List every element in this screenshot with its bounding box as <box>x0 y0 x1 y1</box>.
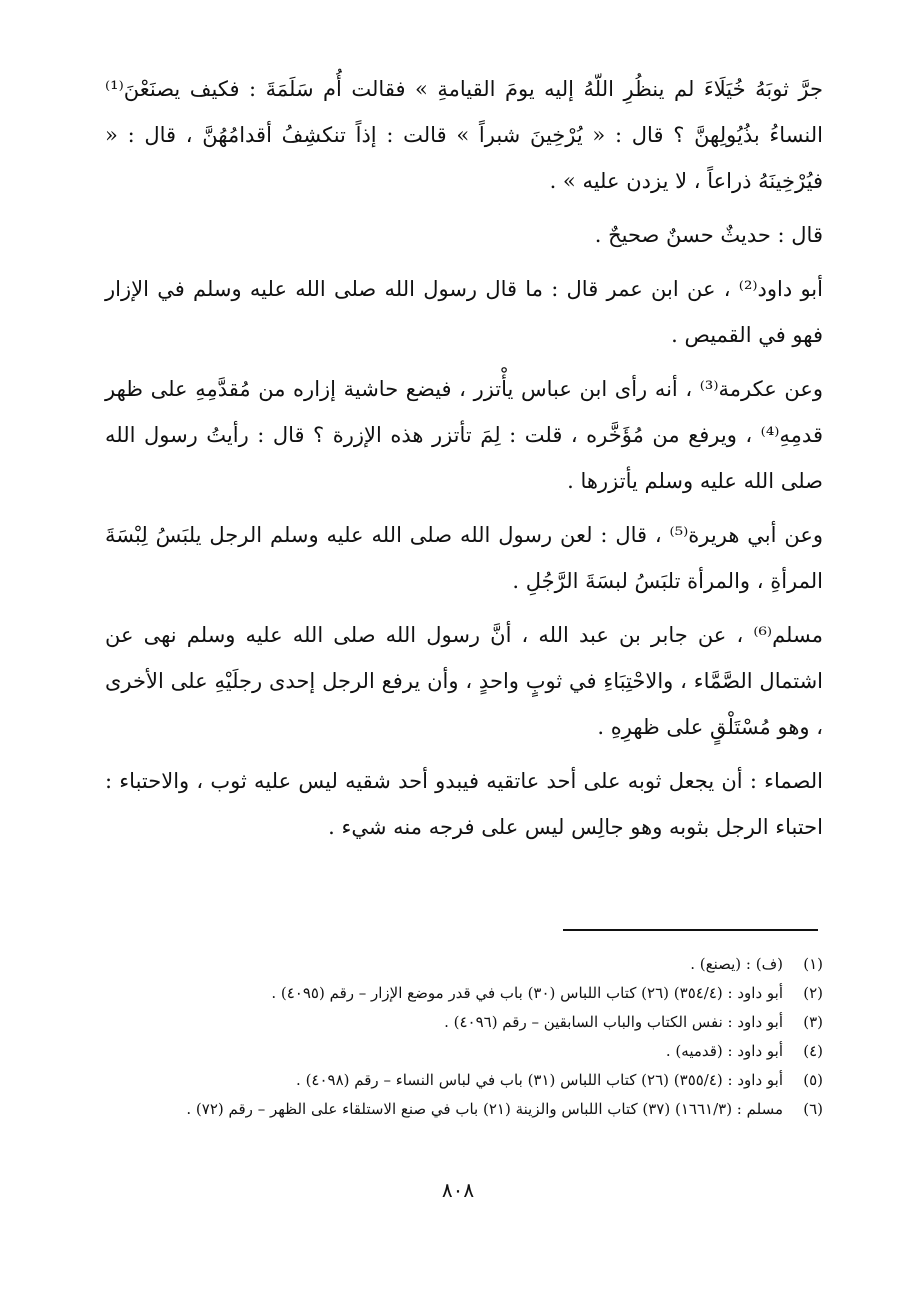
footnote-text: أبو داود : (قدميه) . <box>665 1042 783 1060</box>
paragraph-1: جرَّ ثوبَهُ خُيَلَاءَ لم ينظُرِ اللّهُ إليه يومَ القيامةِ » فقالت أُم سَلَمَةَ : فكيف يصنَعْنَ⁽¹⁾ النساءُ بذُيُولِهنَّ ؟ قال : « يُرْخِينَ شبراً » قالت : إذاً تنكشِفُ أقدامُهُنَّ ، قال : « فيُرْخِينَهُ ذراعاً ، لا يزدن عليه » . <box>105 77 823 193</box>
footnote-text: مسلم : (١٦٦١/٣) (٣٧) كتاب اللباس والزينة (٢١) باب في صنع الاستلقاء على الظهر – رقم (٧٢) . <box>186 1100 783 1118</box>
footnote-item <box>125 1008 823 1037</box>
footnote-number: (٥) <box>803 1071 823 1089</box>
footnote-number: (٢) <box>803 984 823 1002</box>
footnote-item <box>125 1095 823 1124</box>
footnote-text: (ف) : (يصنع) . <box>690 955 783 973</box>
footnote-text: أبو داود : (٣٥٤/٤) (٢٦) كتاب اللباس (٣٠) باب في قدر موضع الإزار – رقم (٤٠٩٥) . <box>271 984 783 1002</box>
footnote-item <box>125 950 823 979</box>
paragraph-3: أبو داود⁽²⁾ ، عن ابن عمر قال : ما قال رسول الله صلى الله عليه وسلم في الإزار فهو في القميص . <box>105 277 823 347</box>
paragraph-4: وعن عكرمة⁽³⁾ ، أنه رأى ابن عباس يأْتزر ، فيضع حاشية إزاره من مُقدَّمِهِ على ظهر قدمِهِ⁽⁴⁾ ، ويرفع من مُؤَخَّره ، قلت : لِمَ تأتزر هذه الإزرة ؟ قال : رأيتُ رسول الله صلى الله عليه وسلم يأتزرها . <box>105 377 823 493</box>
paragraph-5: وعن أبي هريرة⁽⁵⁾ ، قال : لعن رسول الله صلى الله عليه وسلم الرجل يلبَسُ لِبْسَةَ المرأةِ ، والمرأة تلبَسُ لبسَةَ الرَّجُلِ . <box>105 523 823 593</box>
paragraph-2: قال : حديثٌ حسنٌ صحيحٌ . <box>594 223 823 247</box>
main-text <box>105 66 823 858</box>
paragraph-6: مسلم⁽⁶⁾ ، عن جابر بن عبد الله ، أنَّ رسول الله صلى الله عليه وسلم نهى عن اشتمال الصَّمَّاء ، والاحْتِبَاءِ في ثوبٍ واحدٍ ، وأن يرفع الرجل إحدى رجلَيْهِ على الأخرى ، وهو مُسْتَلْقٍ على ظهرِهِ . <box>105 623 823 739</box>
paragraph-7: الصماء : أن يجعل ثوبه على أحد عاتقيه فيبدو أحد شقيه ليس عليه ثوب ، والاحتباء : احتباء الرجل بثوبه وهو جالِس ليس على فرجه منه شيء . <box>105 769 823 839</box>
footnote-text: أبو داود : نفس الكتاب والباب السابقين – رقم (٤٠٩٦) . <box>444 1013 783 1031</box>
footnote-item <box>125 1066 823 1095</box>
footnote-item <box>125 1037 823 1066</box>
footnote-number: (٤) <box>803 1042 823 1060</box>
footnote-text: أبو داود : (٣٥٥/٤) (٢٦) كتاب اللباس (٣١) باب في لباس النساء – رقم (٤٠٩٨) . <box>296 1071 783 1089</box>
footnote-item <box>125 979 823 1008</box>
footnotes <box>125 950 823 1124</box>
footnote-number: (٦) <box>803 1100 823 1118</box>
footnote-number: (١) <box>803 955 823 973</box>
footnote-divider <box>563 929 818 931</box>
footnote-number: (٣) <box>803 1013 823 1031</box>
page-number: ٨٠٨ <box>441 1178 475 1202</box>
